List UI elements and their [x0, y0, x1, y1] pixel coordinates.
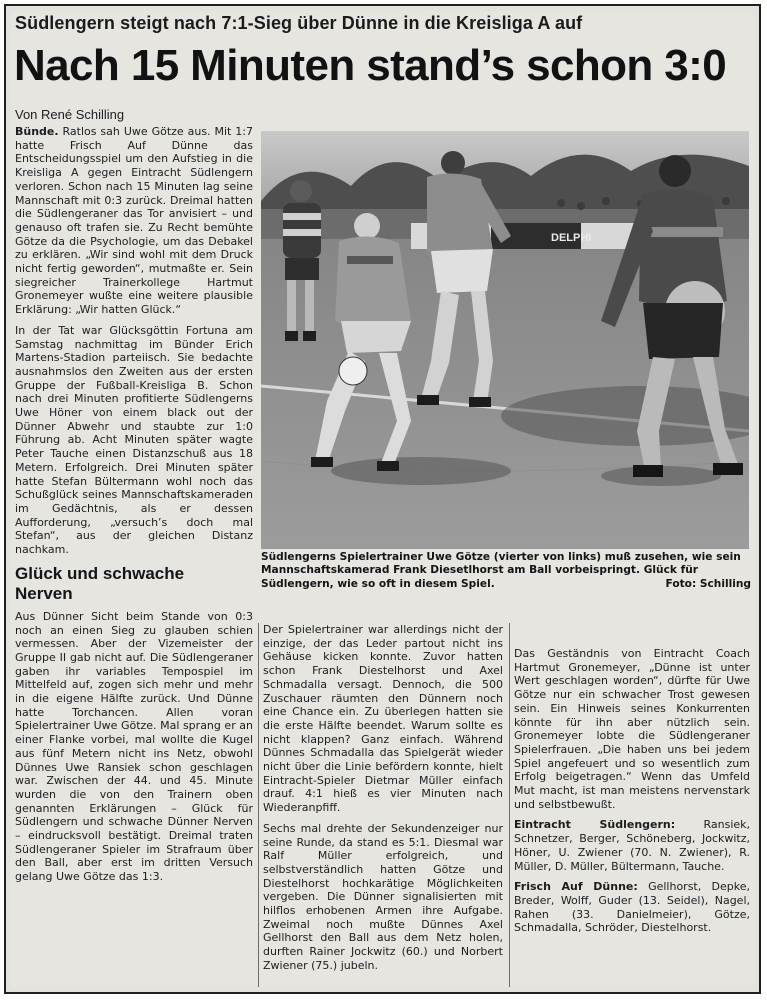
- column-divider: [258, 623, 259, 987]
- paragraph: Das Geständnis von Eintracht Coach Hartmut Gronemeyer, „Dünne ist unter Wert geschlagen worden“, dürfte für Uwe Götze nur ein schwacher Trost gewesen sein. Ein Hinweis seines Konkurrenten könnte für ihn aber nützlich sein. Gronemeyer lobte die Südlengeraner Spielerfrauen. „Die haben uns bei jedem Spiel angefeuert und so wesentlich zum Erfolg beigetragen.“ Wenn das Umfeld Mut macht, ist man meistens nervenstark und selbstbewußt.: [514, 647, 750, 811]
- article-kicker: Südlengern steigt nach 7:1-Sieg über Dünne in die Kreisliga A auf: [15, 13, 583, 33]
- paragraph: In der Tat war Glücksgöttin Fortuna am Samstag nachmittag im Bünder Erich Martens-Stadion parteiisch. Sie bedachte ausnahmslos den Zweiten aus der ersten Gruppe der Fußball-Kreisliga B. Schon nach drei Minuten profitierte Südlengerns Uwe Höner von einem black out der Dünner Abwehr und staubte zur 1:0 Führung ab. Acht Minuten später wagte Peter Tauche einen Distanzschuß aus 18 Metern. Erfolgreich. Drei Minuten später hatte Stefan Bültermann wohl noch das Schußglück seines Mannschaftskameraden im Gedächtnis, als er dessen Aufforderung, „versuch’s doch mal Stefan“, aus der gleichen Distanz nachkam.: [15, 323, 253, 557]
- clipping-frame: [4, 4, 761, 994]
- team-label: Eintracht Südlengern:: [514, 818, 676, 832]
- paragraph: Der Spielertrainer war allerdings nicht der einzige, der das Leder partout nicht ins Gehäuse kicken konnte. Zuvor hatten schon Frank Diestelhorst und Axel Schmadalla versagt. Dennoch, die 500 Zuschauer räumten den Dünnern noch eine Chance ein. Zu überlegen hatten sie die erste Hälfte beendet. Warum sollte es nicht klappen? Ganz einfach. Während Dünnes Schmadalla das Spielgerät wieder nicht über die Linie befördern konnte, hielt Eintracht-Spieler Dietmar Müller einfach drauf. 4:1 hieß es vier Minuten nach Wiederanpfiff.: [263, 623, 503, 815]
- column-1: [15, 125, 253, 891]
- paragraph: Aus Dünner Sicht beim Stande von 0:3 noch an einen Sieg zu glauben schien vermessen. Aber der Vizemeister der Gruppe II gab nicht auf. Die Südlengeraner gaben ihr variables Tempospiel im Mittelfeld auf, zogen sich mehr und mehr in die eigene Hälfte zurück. Und Dünne hatte Torchancen. Allen voran Spielertrainer Uwe Götze. Mal sprang er an einer Flanke vorbei, mal wollte die Kugel aus fünf Metern nicht ins Netz, obwohl Dünnes Uwe Ransiek schon geschlagen war. Zwischen der 44. und 45. Minute wurden die von den Trainern oben genannten Erklärungen – Glück für Südlengern und schwache Dünner Nerven – eindrucksvoll bestätigt. Dreimal traten Südlengeraner Spieler im Strafraum über den Ball, aber erst im dritten Versuch gelang Uwe Götze das 1:3.: [15, 609, 253, 884]
- article-byline: Von René Schilling: [15, 107, 125, 122]
- photo-caption: [261, 551, 751, 591]
- column-divider: [509, 623, 510, 987]
- team-label: Frisch Auf Dünne:: [514, 880, 638, 894]
- ball: [339, 357, 367, 385]
- football-players-image: [261, 131, 749, 549]
- section-subhead: Glück und schwache Nerven: [15, 563, 185, 603]
- article-headline: Nach 15 Minuten stand’s schon 3:0: [14, 41, 727, 90]
- photo-credit: Foto: Schilling: [665, 577, 751, 590]
- column-2: [263, 623, 503, 980]
- newspaper-clipping: [11, 11, 754, 987]
- lineup-away: Frisch Auf Dünne: Gellhorst, Depke, Breder, Wolff, Guder (13. Seidel), Nagel, Rahen (33. Danielmeier), Götze, Schmadalla, Schröder, Diestelhorst.: [514, 880, 750, 935]
- paragraph: Sechs mal drehte der Sekundenzeiger nur seine Runde, da stand es 5:1. Diesmal war Ralf Müller erfolgreich, und selbstverständlich hatten Götze und Diestelhorst hochkarätige Möglichkeiten vergeben. Die Dünner signalisierten mit hilflos erhobenen Armen ihre Aufgabe. Zweimal noch mußte Dünnes Axel Gellhorst den Ball aus dem Netz holen, durften Rainer Jockwitz (60.) und Norbert Zwiener (75.) jubeln.: [263, 821, 503, 972]
- banner-text: DELPHI: [551, 232, 592, 244]
- lineup-home: Eintracht Südlengern: Ransiek, Schnetzer, Berger, Schöneberg, Jockwitz, Höner, U. Zwiener (70. N. Zwiener), R. Müller, D. Müller, Bültermann, Tauche.: [514, 818, 751, 873]
- paragraph: Bünde. Ratlos sah Uwe Götze aus. Mit 1:7 hatte Frisch Auf Dünne das Entscheidungsspiel um den Aufstieg in die Kreisliga A gegen Eintracht Südlengern verloren. Schon nach 15 Minuten lag seine Mannschaft mit 0:3 zurück. Dreimal hatten die Südlengeraner das Tor anvisiert – und genauso oft trafen sie. Zu Recht bemühte Götze da die Psychologie, um das Debakel zu erklären. „Wir sind wohl mit dem Druck nicht fertig geworden“, mutmaßte er. Sein siegreicher Trainerkollege Hartmut Gronemeyer wußte eine weitere plausible Erklärung: „Wir hatten Glück.“: [15, 125, 254, 317]
- dateline: Bünde.: [15, 125, 59, 138]
- match-photo: [261, 131, 749, 549]
- caption-text: Südlengerns Spielertrainer Uwe Götze (vierter von links) muß zusehen, wie sein Mannschaftskamerad Frank Diesetlhorst am Ball vorbeispringt. Glück für Südlengern, wie so oft in diesem Spiel.: [261, 551, 741, 590]
- column-3: [514, 647, 750, 942]
